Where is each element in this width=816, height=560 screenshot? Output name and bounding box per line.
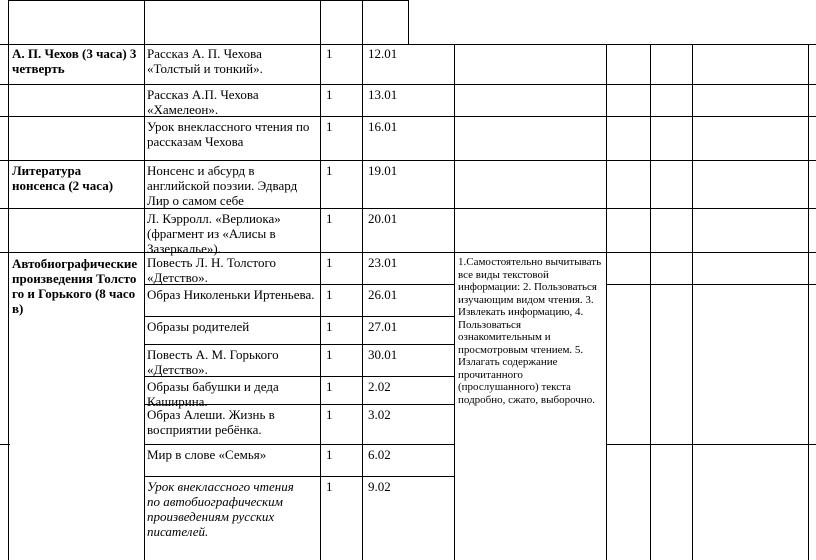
lesson-hours: 1: [326, 211, 333, 226]
lesson-topic: Мир в слове «Семья»: [147, 447, 267, 462]
lesson-topic: Нонсенс и абсурд в английской поэзии. Эдвард Лир о самом себе: [147, 163, 298, 208]
lesson-topic: Урок внеклассного чтения по рассказам Чехова: [147, 119, 310, 149]
lesson-topic: Повесть А. М. Горького «Детство».: [147, 347, 279, 377]
lesson-hours: 1: [326, 87, 333, 102]
lesson-date: 16.01: [368, 119, 398, 134]
section-title-autobiographical: Автобиографические произведения Толстого и Горького (8 часов): [12, 256, 138, 316]
section-title-nonsense: Литература нонсенса (2 часа): [12, 163, 114, 193]
lesson-topic: Образ Николеньки Иртеньева.: [147, 287, 315, 302]
lesson-date: 9.02: [368, 479, 391, 494]
lesson-topic: Рассказ А.П. Чехова «Хамелеон».: [147, 87, 259, 117]
lesson-topic: Повесть Л. Н. Толстого «Детство».: [147, 255, 276, 285]
lesson-topic: Л. Кэрролл. «Верлиока» (фрагмент из «Алисы в Зазеркалье»).: [147, 211, 281, 256]
lesson-hours: 1: [326, 163, 333, 178]
lesson-date: 26.01: [368, 287, 398, 302]
section-title-chekhov: А. П. Чехов (3 часа) 3 четверть: [12, 46, 137, 76]
lesson-date: 12.01: [368, 46, 398, 61]
lesson-date: 30.01: [368, 347, 398, 362]
lesson-topic: Образы бабушки и деда Каширина.: [147, 379, 279, 409]
lesson-date: 3.02: [368, 407, 391, 422]
lesson-topic: Образ Алеши. Жизнь в восприятии ребёнка.: [147, 407, 275, 437]
lesson-date: 27.01: [368, 319, 398, 334]
lesson-date: 19.01: [368, 163, 398, 178]
lesson-date: 2.02: [368, 379, 391, 394]
lesson-hours: 1: [326, 379, 333, 394]
lesson-date: 23.01: [368, 255, 398, 270]
lesson-topic: Рассказ А. П. Чехова «Толстый и тонкий».: [147, 46, 263, 76]
lesson-hours: 1: [326, 447, 333, 462]
lesson-hours: 1: [326, 319, 333, 334]
lesson-topic: Образы родителей: [147, 319, 250, 334]
lesson-hours: 1: [326, 479, 333, 494]
lesson-hours: 1: [326, 347, 333, 362]
lesson-hours: 1: [326, 407, 333, 422]
lesson-date: 6.02: [368, 447, 391, 462]
lesson-date: 20.01: [368, 211, 398, 226]
lesson-hours: 1: [326, 255, 333, 270]
skills-cell: 1.Самостоятельно вычитывать все виды текстовой информации: 2. Пользоваться изучающим видом чтения. 3. Извлекать информацию, 4. Пользоваться ознакомительным и просмотровым чтением. 5. Излагать содержание прочитанного (прослушанного) текста подробно, сжато, выборочно.: [458, 256, 602, 406]
lesson-hours: 1: [326, 287, 333, 302]
lesson-hours: 1: [326, 46, 333, 61]
lesson-hours: 1: [326, 119, 333, 134]
lesson-topic: Урок внеклассного чтения по автобиографическим произведениям русских писателей.: [147, 479, 294, 539]
lesson-date: 13.01: [368, 87, 398, 102]
